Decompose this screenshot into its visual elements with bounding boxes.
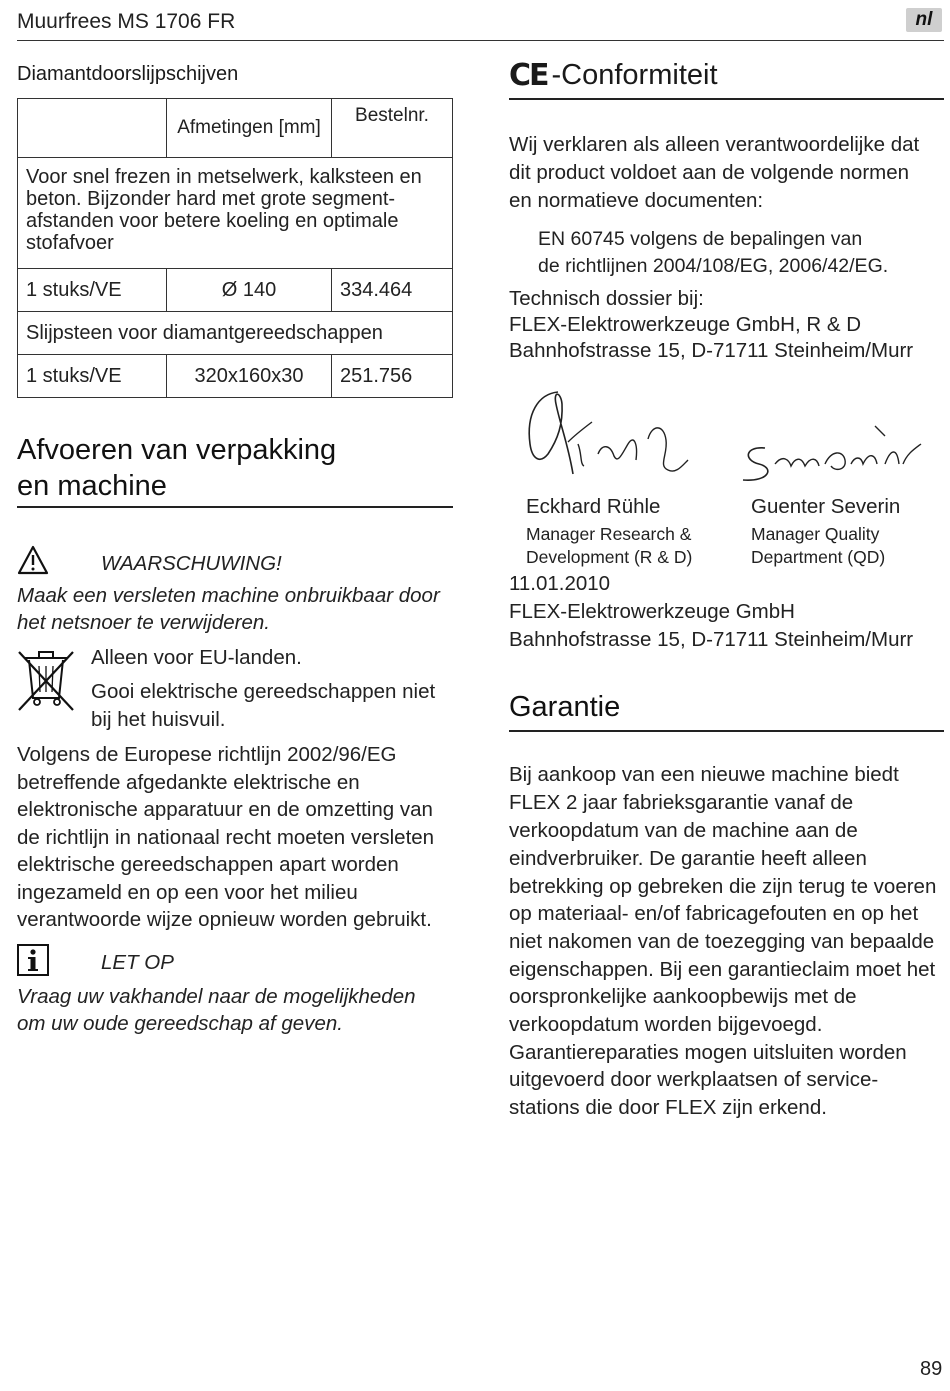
warranty-line9: oorspronkelijke aankoopbewijs met de xyxy=(509,985,857,1008)
warranty-line2: FLEX 2 jaar fabrieksgarantie vanaf de xyxy=(509,791,854,814)
company-name: FLEX-Elektrowerkzeuge GmbH xyxy=(509,600,795,623)
table-cell: 1 stuks/VE xyxy=(18,355,167,398)
table-row xyxy=(18,312,453,355)
signature-ruehle xyxy=(518,384,698,484)
warranty-line12: uitgevoerd door werkplaatsen of service- xyxy=(509,1068,879,1091)
signer1-role-line2: Development (R & D) xyxy=(526,547,693,567)
tools-section-title: Diamantdoorslijpschijven xyxy=(17,63,239,85)
warranty-line8: eigenschappen. Bij een garantieclaim moet het xyxy=(509,958,936,981)
page-header-title: Muurfrees MS 1706 FR xyxy=(17,10,236,33)
table-header-order-number: Bestelnr. xyxy=(332,99,453,158)
disposal-title-rule xyxy=(17,506,453,508)
info-icon xyxy=(17,944,49,976)
signature-date: 11.01.2010 xyxy=(509,572,611,595)
signer2-name: Guenter Severin xyxy=(751,495,901,518)
disposal-paragraph-line1: Volgens de Europese richtlijn 2002/96/EG xyxy=(17,743,397,766)
conformity-heading xyxy=(509,58,718,93)
table-row xyxy=(18,158,453,269)
warranty-line5: betrekking op gebreken die zijn terug te voeren xyxy=(509,875,937,898)
table-row xyxy=(18,269,453,312)
dossier-line3: Bahnhofstrasse 15, D-71711 Steinheim/Murr xyxy=(509,339,914,362)
disposal-paragraph-line4: de richtlijn in nationaal recht moeten versleten xyxy=(17,826,435,849)
conformity-intro-line3: en normatieve documenten: xyxy=(509,189,764,212)
dossier-line2: FLEX-Elektrowerkzeuge GmbH, R & D xyxy=(509,313,862,336)
conformity-intro-line1: Wij verklaren als alleen verantwoordelijke dat xyxy=(509,133,920,156)
disposal-paragraph-line6: ingezameld en op een voor het milieu xyxy=(17,881,358,904)
signer2-role-line2: Department (QD) xyxy=(751,547,886,567)
eu-only-text: Alleen voor EU-landen. xyxy=(91,646,302,669)
signature-severin xyxy=(735,420,935,490)
eu-text-line3: bij het huisvuil. xyxy=(91,708,226,731)
standard-line1: EN 60745 volgens de bepalingen van xyxy=(538,228,863,250)
disposal-title-line2: en machine xyxy=(17,470,167,502)
table-cell: 251.756 xyxy=(332,355,453,398)
table-desc-cell: Slijpsteen voor diamantgereedschappen xyxy=(18,312,453,355)
warranty-line13: stations die door FLEX zijn erkend. xyxy=(509,1096,827,1119)
dossier-line1: Technisch dossier bij: xyxy=(509,287,704,310)
disposal-paragraph-line2: betreffende afgedankte elektrische en xyxy=(17,771,360,794)
table-header-dimensions: Afmetingen [mm] xyxy=(167,99,332,158)
warning-text-line2: het netsnoer te verwijderen. xyxy=(17,611,270,634)
note-label: LET OP xyxy=(101,951,174,974)
language-badge: nl xyxy=(906,8,942,32)
disposal-paragraph-line7: verantwoorde wijze opnieuw worden gebruikt. xyxy=(17,908,432,931)
warranty-line3: verkoopdatum van de machine aan de xyxy=(509,819,858,842)
signer2-role-line1: Manager Quality xyxy=(751,524,880,544)
table-header-empty xyxy=(18,99,167,158)
header-divider xyxy=(17,40,944,41)
company-address: Bahnhofstrasse 15, D-71711 Steinheim/Murr xyxy=(509,628,914,651)
note-text-line1: Vraag uw vakhandel naar de mogelijkheden xyxy=(17,985,416,1008)
warranty-line10: verkoopdatum worden bijgevoegd. xyxy=(509,1013,823,1036)
disposal-paragraph-line3: elektronische apparatuur en de omzetting van xyxy=(17,798,433,821)
warranty-title-rule xyxy=(509,730,944,732)
disposal-paragraph-line5: elektrische gereedschappen apart worden xyxy=(17,853,399,876)
table-header-row xyxy=(18,99,453,158)
warning-triangle-icon xyxy=(17,545,49,575)
warning-text-line1: Maak een versleten machine onbruikbaar door xyxy=(17,584,440,607)
conformity-title: -Conformiteit xyxy=(551,59,718,91)
warranty-line6: op materiaal- en/of fabricagefouten en op het xyxy=(509,902,919,925)
warranty-line1: Bij aankoop van een nieuwe machine biedt xyxy=(509,763,899,786)
eu-text-line2: Gooi elektrische gereedschappen niet xyxy=(91,680,436,703)
warning-label: WAARSCHUWING! xyxy=(101,552,282,575)
table-cell: 1 stuks/VE xyxy=(18,269,167,312)
crossed-bin-icon xyxy=(17,648,75,714)
table-desc-cell: Voor snel frezen in metselwerk, kalksteen en beton. Bijzonder hard met grote segment-afstanden voor betere koeling en optimale stofafvoer xyxy=(18,158,453,269)
signer1-role-line1: Manager Research & xyxy=(526,524,692,544)
page-number: 89 xyxy=(920,1358,943,1380)
warranty-line7: niet nakomen van de toezegging van bepaalde xyxy=(509,930,935,953)
table-cell: Ø 140 xyxy=(167,269,332,312)
disposal-title-line1: Afvoeren van verpakking xyxy=(17,434,337,466)
note-text-line2: om uw oude gereedschap af geven. xyxy=(17,1012,343,1035)
warranty-line4: eindverbruiker. De garantie heeft alleen xyxy=(509,847,867,870)
table-cell: 334.464 xyxy=(332,269,453,312)
warranty-line11: Garantiereparaties mogen uitsluiten worden xyxy=(509,1041,907,1064)
tools-table xyxy=(17,98,453,398)
table-cell: 320x160x30 xyxy=(167,355,332,398)
table-row xyxy=(18,355,453,398)
standard-line2: de richtlijnen 2004/108/EG, 2006/42/EG. xyxy=(538,255,889,277)
signer1-name: Eckhard Rühle xyxy=(526,495,661,518)
conformity-intro-line2: dit product voldoet aan de volgende normen xyxy=(509,161,910,184)
conformity-title-rule xyxy=(509,98,944,100)
ce-mark-icon: CE xyxy=(509,58,548,93)
warranty-title: Garantie xyxy=(509,691,621,723)
